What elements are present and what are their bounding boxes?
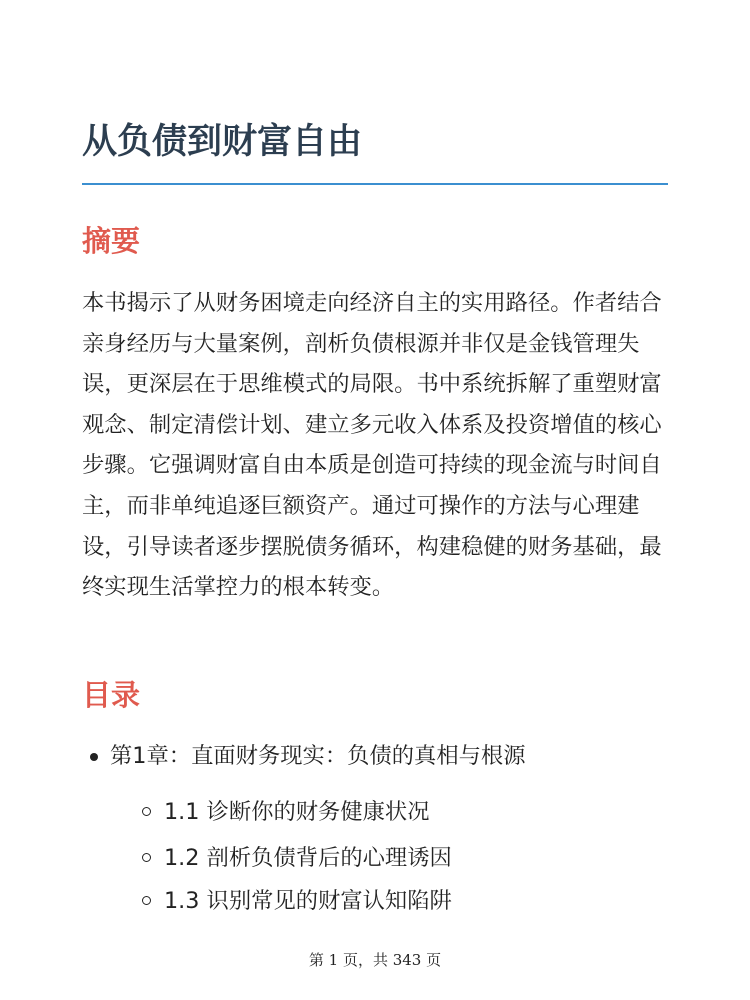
- toc-section-item: [164, 838, 452, 878]
- abstract-text: 本书揭示了从财务困境走向经济自主的实用路径。作者结合亲身经历与大量案例，剖析负债根源并非仅是金钱管理失误，更深层在于思维模式的局限。书中系统拆解了重塑财富观念、制定清偿计划、建立多元收入体系及投资增值的核心步骤。它强调财富自由本质是创造可持续的现金流与时间自主，而非单纯追逐巨额资产。通过可操作的方法与心理建设，引导读者逐步摆脱债务循环，构建稳健的财务基础，最终实现生活掌控力的根本转变。: [82, 290, 662, 601]
- abstract-heading: 摘要: [82, 224, 141, 258]
- bullet-circle-icon: [142, 807, 151, 816]
- bullet-circle-icon: [142, 896, 151, 905]
- toc-section-item: [164, 792, 430, 832]
- toc-heading: 目录: [82, 678, 141, 712]
- page-footer: 第 1 页，共 343 页: [308, 951, 442, 969]
- title-divider: [82, 183, 668, 185]
- bullet-circle-icon: [142, 853, 151, 862]
- bullet-disc-icon: [90, 753, 98, 761]
- toc-section-label: 1.2 剖析负债背后的心理诱因: [164, 845, 452, 871]
- toc-section-label: 1.3 识别常见的财富认知陷阱: [164, 888, 452, 914]
- document-page: [82, 0, 668, 1000]
- toc-chapter-item: [110, 736, 526, 776]
- toc-section-item: [164, 881, 452, 921]
- toc-chapter-label: 第1章：直面财务现实：负债的真相与根源: [110, 743, 526, 769]
- document-title: 从负债到财富自由: [82, 122, 363, 162]
- toc-section-label: 1.1 诊断你的财务健康状况: [164, 799, 430, 825]
